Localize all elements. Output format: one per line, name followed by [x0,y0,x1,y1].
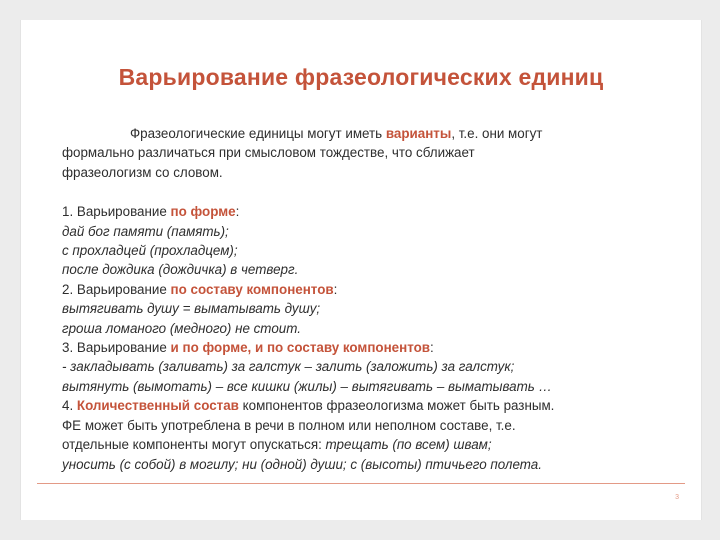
item-text: : [333,281,338,297]
item-text: компонентов фразеологизма может быть разным. [238,398,555,414]
intro-text: Фразеологические единицы могут иметь [130,126,386,141]
intro-line-1 [62,124,662,143]
item-2-heading [62,280,662,299]
intro-line-2: формально различаться при смысловом тождестве, что сближает [62,145,475,161]
intro-highlight: варианты [385,126,452,141]
slide-body [62,124,662,474]
item-1-heading [62,202,662,221]
item-text: 2. Варьирование [62,281,171,297]
item-text: : [430,340,434,356]
item-4-heading [62,396,662,415]
item-text: 1. Варьирование [62,204,171,220]
item-4-line-3 [62,435,662,454]
item-example: трещать (по всем) швам; [325,437,492,453]
item-highlight: Количественный состав [76,398,239,414]
item-2-example: гроша ломаного (медного) не стоит. [62,320,301,336]
item-highlight: и по форме, и по составу компонентов [170,340,431,356]
item-4-line-4: уносить (с собой) в могилу; ни (одной) души; с (высоты) птичьего полета. [62,456,542,472]
intro-text: , т.е. они могут [451,126,543,141]
item-3-heading [62,338,662,357]
item-4-line-2: ФЕ может быть употреблена в речи в полном или неполном составе, т.е. [62,417,516,433]
paragraph-gap [62,182,662,202]
page-number: 3 [675,494,679,501]
item-highlight: по составу компонентов [170,281,334,297]
item-1-example: с прохладцей (прохладцем); [62,243,238,259]
item-highlight: по форме [170,204,236,220]
footer-divider [37,483,685,484]
item-text: отдельные компоненты могут опускаться: [62,437,326,453]
slide-title: Варьирование фразеологических единиц [118,64,604,90]
item-text: 4. [62,398,77,414]
item-3-example: - закладывать (заливать) за галстук – залить (заложить) за галстук; [62,359,515,375]
intro-line-3: фразеологизм со словом. [62,164,223,180]
item-2-example: вытягивать душу = выматывать душу; [62,301,321,317]
item-1-example: дай бог памяти (память); [62,223,229,239]
item-3-example: вытянуть (вымотать) – все кишки (жилы) – вытягивать – выматывать … [62,378,552,394]
slide [20,20,702,520]
item-1-example: после дождика (дождичка) в четверг. [62,262,299,278]
item-text: : [235,204,240,220]
item-text: 3. Варьирование [62,340,171,356]
